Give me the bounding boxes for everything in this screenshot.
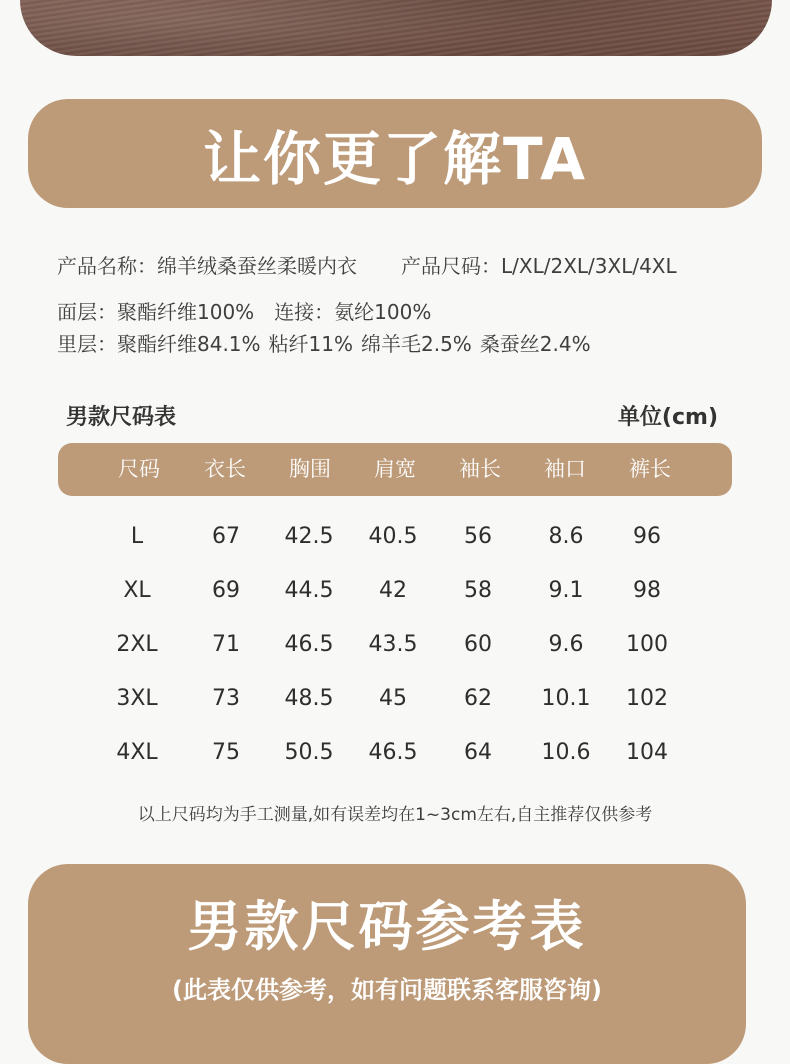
lining-item: 粘纤11%	[268, 332, 353, 356]
product-size-label: 产品尺码：	[401, 254, 501, 278]
cell-chest: 50.5	[284, 740, 334, 765]
table-row	[0, 517, 790, 557]
cell-cuff: 10.6	[541, 740, 591, 765]
size-table-header	[58, 443, 732, 496]
face-value: 聚酯纤维100%	[117, 300, 255, 324]
header-cuff: 袖口	[544, 457, 586, 481]
cell-sleeve-length: 56	[464, 524, 492, 549]
product-name-label: 产品名称：	[57, 254, 157, 278]
header-length: 衣长	[204, 457, 246, 481]
cell-shoulder: 43.5	[368, 632, 418, 657]
link-value: 氨纶100%	[334, 300, 432, 324]
cell-length: 73	[212, 686, 240, 711]
cell-sleeve-length: 58	[464, 578, 492, 603]
table-row	[0, 679, 790, 719]
cell-length: 75	[212, 740, 240, 765]
cell-size: 2XL	[116, 632, 158, 657]
table-row	[0, 571, 790, 611]
cell-sleeve-length: 64	[464, 740, 492, 765]
cell-sleeve-length: 62	[464, 686, 492, 711]
size-table-title: 男款尺码表	[66, 405, 177, 430]
reference-banner	[28, 864, 746, 1064]
cell-shoulder: 42	[379, 578, 407, 603]
header-shoulder: 肩宽	[374, 457, 416, 481]
material-face-line	[57, 296, 431, 325]
product-info-line	[57, 250, 677, 279]
reference-banner-title: 男款尺码参考表	[187, 895, 587, 958]
product-name-value: 绵羊绒桑蚕丝柔暖内衣	[157, 254, 357, 278]
size-table-unit: 单位(cm)	[617, 405, 718, 430]
header-pants-length: 裤长	[629, 457, 671, 481]
material-lining-line	[57, 328, 591, 357]
table-row	[0, 733, 790, 773]
cell-pants-length: 102	[626, 686, 668, 711]
cell-pants-length: 98	[633, 578, 661, 603]
cell-pants-length: 100	[626, 632, 668, 657]
cell-shoulder: 40.5	[368, 524, 418, 549]
cell-shoulder: 45	[379, 686, 407, 711]
header-sleeve-length: 袖长	[459, 457, 501, 481]
reference-banner-subtitle: (此表仅供参考，如有问题联系客服咨询)	[172, 976, 602, 1004]
cell-chest: 46.5	[284, 632, 334, 657]
lining-item: 绵羊毛2.5%	[361, 332, 472, 356]
measurement-note: 以上尺码均为手工测量,如有误差均在1~3cm左右,自主推荐仅供参考	[137, 805, 653, 825]
header-size: 尺码	[118, 457, 160, 481]
cell-cuff: 10.1	[541, 686, 591, 711]
cell-chest: 48.5	[284, 686, 334, 711]
cell-cuff: 8.6	[548, 524, 584, 549]
cell-shoulder: 46.5	[368, 740, 418, 765]
cell-pants-length: 104	[626, 740, 668, 765]
cell-length: 67	[212, 524, 240, 549]
link-label: 连接：	[274, 300, 335, 324]
cell-size: L	[130, 524, 144, 549]
cell-length: 71	[212, 632, 240, 657]
intro-banner	[28, 99, 762, 208]
cell-chest: 42.5	[284, 524, 334, 549]
cell-chest: 44.5	[284, 578, 334, 603]
cell-size: XL	[123, 578, 151, 603]
banner-title: 让你更了解TA	[203, 124, 587, 193]
cell-sleeve-length: 60	[464, 632, 492, 657]
cell-size: 3XL	[116, 686, 158, 711]
product-size-value: L/XL/2XL/3XL/4XL	[501, 254, 677, 278]
lining-item: 聚酯纤维84.1%	[117, 332, 261, 356]
lining-label: 里层：	[57, 332, 117, 356]
face-label: 面层：	[57, 300, 117, 324]
fabric-photo	[20, 0, 772, 56]
cell-pants-length: 96	[633, 524, 661, 549]
cell-cuff: 9.1	[548, 578, 584, 603]
lining-item: 桑蚕丝2.4%	[479, 332, 591, 356]
header-chest: 胸围	[289, 457, 331, 481]
cell-length: 69	[212, 578, 240, 603]
cell-cuff: 9.6	[548, 632, 584, 657]
table-row	[0, 625, 790, 665]
cell-size: 4XL	[116, 740, 158, 765]
